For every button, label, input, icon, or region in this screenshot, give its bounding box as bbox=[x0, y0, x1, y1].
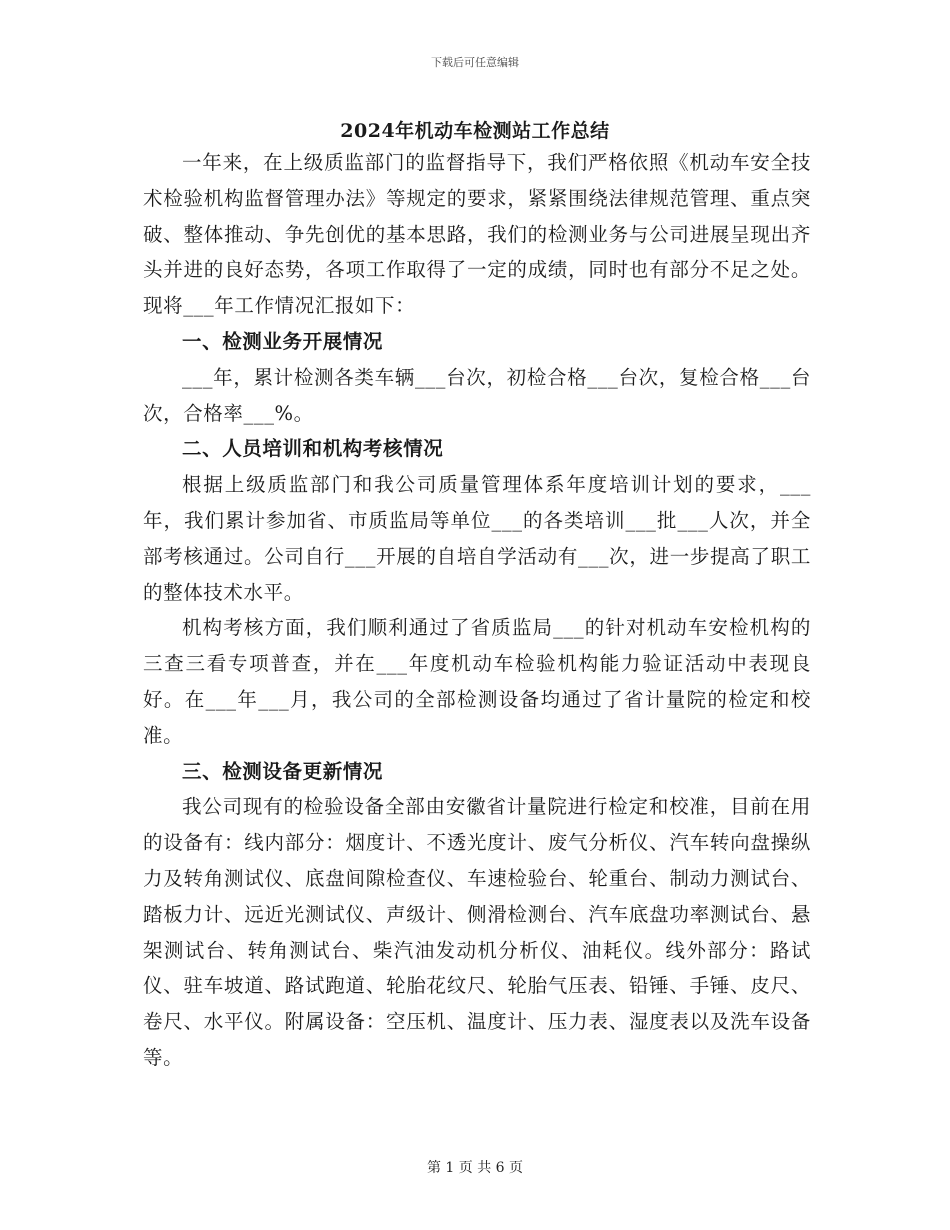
section-heading-business: 一、检测业务开展情况 bbox=[182, 329, 384, 353]
intro-paragraph: 一年来，在上级质监部门的监督指导下，我们严格依照《机动车安全技术检验机构监督管理办法》等规定的要求，紧紧围绕法律规范管理、重点突破、整体推动、争先创优的基本思路，我们的检测业务与公司进展呈现出齐头并进的良好态势，各项工作取得了一定的成绩，同时也有部分不足之处。现将___年工作情况汇报如下： bbox=[143, 151, 811, 318]
document-body bbox=[143, 145, 811, 1076]
assessment-paragraph: 机构考核方面，我们顺利通过了省质监局___的针对机动车安检机构的三查三看专项普查，并在___年度机动车检验机构能力验证活动中表现良好。在___年___月，我公司的全部检测设备均通过了省计量院的检定和校准。 bbox=[143, 616, 811, 747]
document-title: 2024年机动车检测站工作总结 bbox=[340, 120, 610, 142]
page-number-footer: 第 1 页 共 6 页 bbox=[426, 1160, 524, 1176]
section-heading-training: 二、人员培训和机构考核情况 bbox=[182, 437, 444, 461]
training-paragraph: 根据上级质监部门和我公司质量管理体系年度培训计划的要求，___年，我们累计参加省、市质监局等单位___的各类培训___批___人次，并全部考核通过。公司自行___开展的自培自学活动有___次，进一步提高了职工的整体技术水平。 bbox=[143, 473, 811, 604]
section-heading-equipment: 三、检测设备更新情况 bbox=[182, 759, 384, 783]
page-header-note: 下载后可任意编辑 bbox=[431, 56, 519, 69]
business-paragraph: ___年，累计检测各类车辆___台次，初检合格___台次，复检合格___台次，合格率___%。 bbox=[143, 365, 811, 425]
equipment-paragraph: 我公司现有的检验设备全部由安徽省计量院进行检定和校准，目前在用的设备有：线内部分：烟度计、不透光度计、废气分析仪、汽车转向盘操纵力及转角测试仪、底盘间隙检查仪、车速检验台、轮重台、制动力测试台、踏板力计、远近光测试仪、声级计、侧滑检测台、汽车底盘功率测试台、悬架测试台、转角测试台、柴汽油发动机分析仪、油耗仪。线外部分：路试仪、驻车坡道、路试跑道、轮胎花纹尺、轮胎气压表、铅锤、手锤、皮尺、卷尺、水平仪。附属设备：空压机、温度计、压力表、湿度表以及洗车设备等。 bbox=[143, 795, 811, 1069]
